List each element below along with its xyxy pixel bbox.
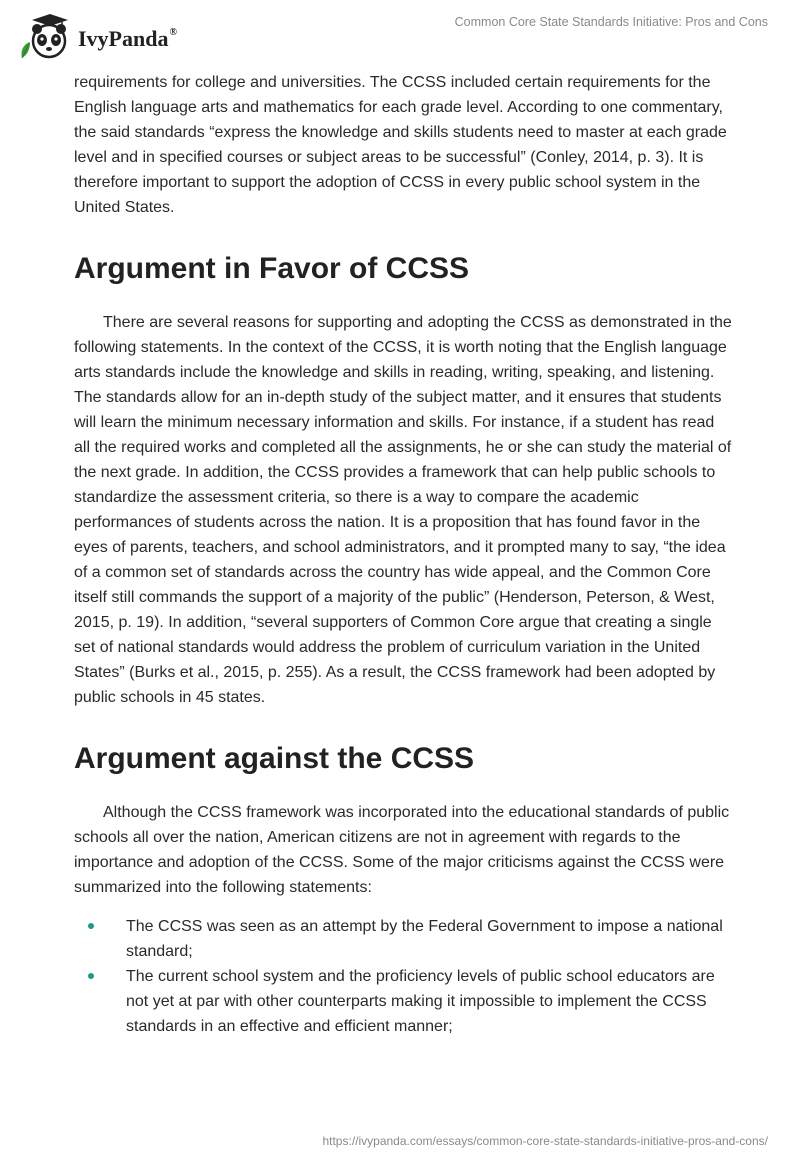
list-item-text: The current school system and the proficiency levels of public school educators are not yet at par with other counterparts making it impossible to implement the CCSS standards in an effective and efficient manner; — [126, 968, 715, 1035]
panda-logo-icon — [16, 12, 72, 62]
essay-content — [74, 70, 734, 1039]
bullet-icon — [88, 973, 94, 979]
section-heading-favor: Argument in Favor of CCSS — [74, 252, 470, 285]
bullet-icon — [88, 923, 94, 929]
list-item — [74, 964, 734, 1039]
criticism-list — [74, 914, 734, 1039]
list-item — [74, 914, 734, 964]
favor-paragraph: There are several reasons for supporting and adopting the CCSS as demonstrated in the following statements. In the context of the CCSS, it is worth noting that the English language arts standards include the knowledge and skills in reading, writing, speaking, and listening. The standards allow for an in-depth study of the subject matter, and it ensures that students will learn the minimum necessary information and skills. For instance, if a student has read all the required works and completed all the assignments, he or she can study the material of the next grade. In addition, the CCSS provides a framework that can help public schools to standardize the assessment criteria, so there is a way to compare the academic performances of students across the nation. It is a proposition that has found favor in the eyes of parents, teachers, and school administrators, and it prompted many to say, “the idea of a common set of standards across the country has wide appeal, and the Common Core itself still commands the support of a majority of the public” (Henderson, Peterson, & West, 2015, p. 19). In addition, “several supporters of Common Core argue that creating a single set of national standards would address the problem of curriculum variation in the United States” (Burks et al., 2015, p. 255). As a result, the CCSS framework had been adopted by public schools in 45 states. — [74, 314, 732, 706]
intro-paragraph: requirements for college and universities. The CCSS included certain requirements for the English language arts and mathematics for each grade level. According to one commentary, the said standards “express the knowledge and skills students need to master at each grade level and in specified courses or subject areas to be successful” (Conley, 2014, p. 3). It is therefore important to support the adoption of CCSS in every public school system in the United States. — [74, 74, 727, 216]
logo-text: IvyPanda® — [78, 26, 177, 51]
section-heading-against: Argument against the CCSS — [74, 742, 475, 775]
source-url[interactable]: https://ivypanda.com/essays/common-core-state-standards-initiative-pros-and-cons/ — [322, 1134, 768, 1148]
page-header — [0, 0, 800, 70]
ivypanda-logo[interactable] — [16, 12, 177, 62]
list-item-text: The CCSS was seen as an attempt by the Federal Government to impose a national standard; — [126, 918, 723, 960]
against-paragraph: Although the CCSS framework was incorporated into the educational standards of public schools all over the nation, American citizens are not in agreement with regards to the importance and adoption of the CCSS. Some of the major criticisms against the CCSS were summarized into the following statements: — [74, 804, 730, 896]
document-title: Common Core State Standards Initiative: Pros and Cons — [454, 15, 768, 29]
